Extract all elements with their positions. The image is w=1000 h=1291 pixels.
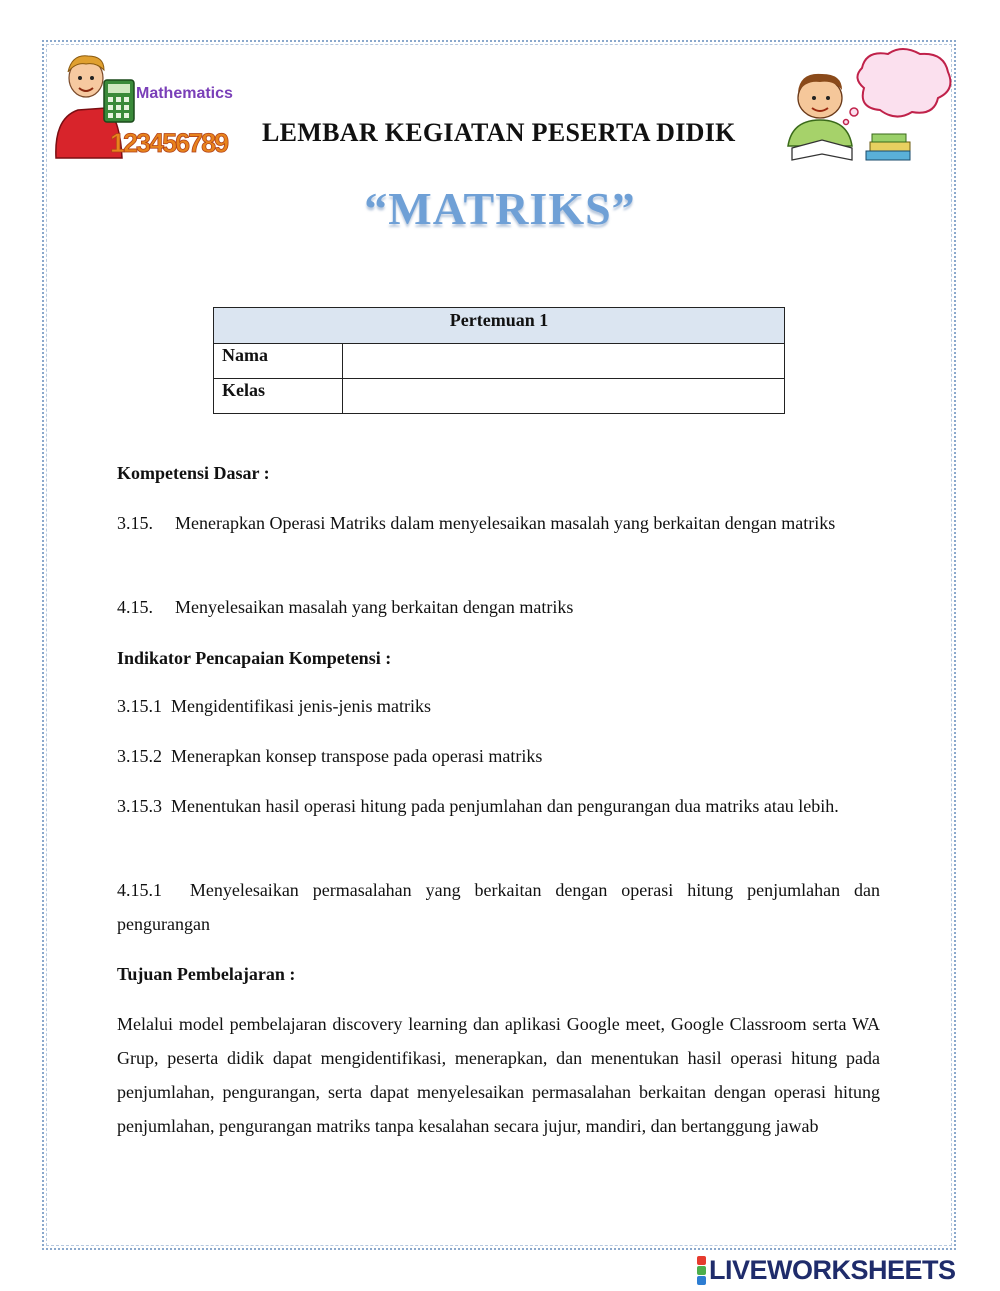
kompetensi-number: 4.15.: [117, 597, 153, 617]
indikator-item: 3.15.3 Menentukan hasil operasi hitung pada penjumlahan dan pengurangan dua matriks atau lebih.: [117, 796, 839, 816]
kompetensi-text: Menyelesaikan masalah yang berkaitan dengan matriks: [175, 597, 574, 617]
liveworksheets-watermark: [697, 1253, 956, 1287]
class-field[interactable]: [343, 379, 785, 414]
tujuan-heading: Tujuan Pembelajaran :: [117, 964, 296, 984]
tujuan-text: Melalui model pembelajaran discovery learning dan aplikasi Google meet, Google Classroom serta WA Grup, peserta didik dapat mengidentifikasi, menerapkan, dan menentukan hasil operasi hitung pada penjumlahan, pengurangan, serta dapat menyelesaikan permasalahan berkaitan dengan operasi hitung penjumlahan, pengurangan matriks tanpa kesalahan secara jujur, mandiri, dan bertanggung jawab: [117, 1014, 880, 1136]
class-label: Kelas: [214, 379, 343, 414]
mathematics-clipart: [48, 48, 238, 160]
kompetensi-number: 3.15.: [117, 513, 153, 533]
table-row: [214, 344, 785, 379]
logo-numbers: 123456789: [110, 128, 228, 158]
kompetensi-item: [117, 506, 880, 540]
indikator-item: 3.15.2 Menerapkan konsep transpose pada operasi matriks: [117, 746, 543, 766]
indikator-item: 4.15.1 Menyelesaikan permasalahan yang berkaitan dengan operasi hitung penjumlahan dan pengurangan: [117, 880, 885, 934]
student-info-table: [213, 307, 785, 414]
topic-title: “MATRIKS”: [364, 183, 636, 234]
name-label: Nama: [214, 344, 343, 379]
table-row: [214, 379, 785, 414]
reading-boy-clipart: [784, 46, 954, 172]
name-field[interactable]: [343, 344, 785, 379]
indikator-heading: Indikator Pencapaian Kompetensi :: [117, 648, 392, 668]
meeting-heading: Pertemuan 1: [214, 308, 785, 344]
watermark-text: LIVEWORKSHEETS: [709, 1254, 956, 1285]
kompetensi-heading: Kompetensi Dasar :: [117, 463, 270, 483]
indikator-item: 3.15.1 Mengidentifikasi jenis-jenis matriks: [117, 696, 431, 716]
kompetensi-text: Menerapkan Operasi Matriks dalam menyelesaikan masalah yang berkaitan dengan matriks: [175, 513, 836, 533]
page-title: LEMBAR KEGIATAN PESERTA DIDIK: [262, 118, 736, 147]
kompetensi-item: [117, 590, 880, 624]
liveworksheets-logo-icon: [697, 1256, 706, 1285]
mathematics-logo-text: Mathematics: [136, 85, 233, 102]
